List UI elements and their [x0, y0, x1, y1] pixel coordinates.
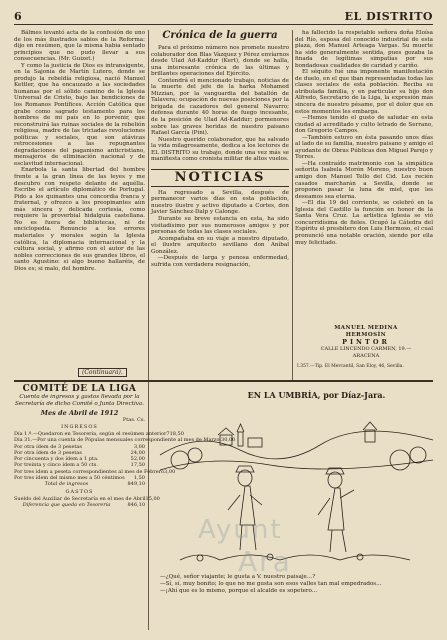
column-divider [148, 30, 149, 630]
liga-accounts [14, 384, 236, 508]
essay-paragraph: Enarbola la santa libertad del hombre frente a la gran línea de las leyes y me descubro con respeto delante de aquélla. Escribe el artículo diplomático de Portugal. Pido a los quinantes una concordia franca y fraternal, y ofrezco a los preopinantes aún más sincera y delicada cortesía, como requiere la proverbial hidalguía castellana. No es fuera de bibliotecas, ni de enciclopedia. Renuncio a los errores materiales y morales según la Iglesia católica, la diplomacia internacional y la cultura social, y afirmo con el autor de las nobles correcciones de sus grandes libros, el santo Agustino: si algo bueno hallaréis, de Dios es; si malo, del hombre. [14, 167, 145, 272]
library-watermark: Ara [238, 545, 292, 578]
ledger-row: Por cincuenta y dos ídem a 1 pta. 52,00 [14, 456, 145, 463]
ledger-total-row: Total de ingresos 849,10 [44, 481, 145, 488]
page-number: 6 [14, 10, 22, 23]
news-paragraph: ha fallecido la respetable señora doña Eloísa del Río, esposa del conocido industrial de esta plaza, don Manuel Arteaga Vargas. Su muerte ha sido generalmente sentida, pues gozaba la finada de legítimas simpatías por sus bondadosas cualidades de caridad y cariño. [295, 30, 433, 69]
continued-label: (Continuará). [78, 368, 127, 377]
ledger-row: Por tres ídem del mismo mes a 50 céntimos 1,50 [14, 475, 145, 482]
dialog-line: —Sí, sí, muy bonito; lo que no me gusta son esos valles tan mal empedrados... [160, 581, 382, 587]
column-left-essay [14, 30, 145, 368]
ledger-row: Día 31.—Por una cuenta de Pópulas mensuales correspondiente al mes de Marzo. 30,00 [14, 437, 236, 444]
library-watermark: Ayunt [198, 515, 283, 545]
noticias-title: NOTICIAS [151, 169, 289, 187]
noticia-paragraph: —Después de larga y penosa enfermedad, sufrida con verdadera resignación, [151, 255, 289, 268]
column-right [295, 30, 433, 320]
cartoon-dialog [160, 574, 433, 595]
noticia-paragraph: Durante su breve estancia en esta, ha sido visitadísimo por sus numerosos amigos y por personas de todas las clases sociales. [151, 216, 289, 236]
painter-advert [316, 325, 416, 360]
cartoon-caption: EN LA UMBRÍA, por Díaz-Jara. [247, 390, 386, 400]
ledger-row: Por otra ídem de 3 pesetas 3,00 [14, 443, 145, 450]
news-paragraph: —El día 19 del corriente, se celebró en la Iglesia del Castillo la función en honor de la Santa Vera Cruz. La artística Iglesia se vió concurridísima de fieles. Ocupó la Cátedra del Espíritu el presbítero don Luis Hermoso, el cual pronunció una notable oración, siendo por ella muy felicitado. [295, 200, 433, 246]
masthead: EL DISTRITO [344, 10, 433, 23]
advert-name: MANUEL MEDINA HERMOSÍN [334, 325, 398, 338]
column-divider [292, 30, 293, 380]
news-paragraph: —Ha contraído matrimonio con la simpática señorita Isabela Morón Moreno, nuestro buen amigo don Manuel Tello del Cid. Los recién casados marcharán a Sevilla, donde se proponen pasar la luna de miel, que les deseamos sea eterna. [295, 160, 433, 200]
essay-paragraph: Y como la justicia de Dios es intransigente, en la Sajonia de Martín Lutero, donde se produjo la rebeldía religiosa, nació Manuel Kettler, que ha encauzado a las sociedades humanas por el sólido camino de la Iglesia Universal de Cristo, bajo las bendiciones de los Romanos Pontífices. Acción Católica que grabe como sagrado testamento para los hombres de mi país en lo porvenir, que reconstruirá las ruinas sociales de la rebelión religiosa, madre de las triciadas revoluciones políticas y sociales, que son atávicas retrocesiones a las repugnantes degradaciones del paganismo anticristiano, mensajeros de eliminación nacional y de esclavitud internacional. [14, 62, 145, 167]
printer-imprint: I.357.—Tip. El Mercantil, San Eloy, 46, Sevilla. [297, 364, 404, 369]
cronica-title: Crónica de la guerra [162, 30, 278, 41]
income-heading: INGRESOS [61, 424, 98, 430]
dialog-line: —¡Ahí que es lo mismo, porque el alcalde es sopetero... [160, 588, 318, 594]
ledger-row: Por otra ídem de 3 pesetas 24,00 [14, 449, 145, 456]
news-paragraph: —Hemos tenido el gusto de saludar en esta ciudad al acreditado y culto letrado de Serrano, don Gregorio Campos. [295, 115, 433, 135]
ledger-row: Por tres ídem a peseta correspondientes al mes de Febrero 3,00 [14, 468, 176, 475]
liga-subtitle: Cuenta de ingresos y gastos llevada por la Secretaría de dicho Comité o Junta Directiva. [14, 394, 145, 407]
noticia-paragraph: Acompañaba en su viaje a nuestro diputado, el ilustre arquitecto sevillano don Aníbal González. [151, 235, 289, 255]
advert-role: PINTOR [342, 338, 390, 346]
page-header [14, 10, 433, 25]
cronica-paragraph: Contendrá el mencionado trabajo, noticias de la muerte del jefe de la harka Mohamed Mizzian, por la vanguardia del batallón de Talavera; ocupación de nuevas posiciones por la brigada de cazadores del general Navarro; defensa durante 40 horas de fuego incesante, de la posición de Ulad Ad-Kaddur; pormenores sobre las graves heridas de nuestro paisano Rafael García (Pini). [151, 77, 289, 137]
news-paragraph: El séquito fué una imponente manifestación de duelo, en el que iban representadas todas las clases sociales de esta población. Reciba su atribulada familia, y en particular su hijo don Alfredo, Secretario de la Liga, la expresión más sincera de nuestro pésame, por el dolor que en estos momentos les embarga. [295, 69, 433, 115]
expense-heading: GASTOS [65, 488, 94, 495]
ledger-row: Sueldo del Auxiliar de Secretaría en el mes de Abril 15,00 [14, 495, 160, 502]
section-divider [14, 380, 433, 382]
ledger-difference-row: Diferencia que queda en Tesorería 846,10 [22, 501, 145, 508]
advert-address: CALLE LINCENDO CARMEN, 19.—ARACENA [320, 346, 412, 359]
cronica-paragraph: Para el próximo número nos promete nuestro colaborador don Blas Vázquez y Pérez envíarnos desde Ulad Ad-Kaddur (Kert), donde se halla, una interesante crónica de las últimas y brillantes operaciones del Ejército. [151, 45, 289, 78]
dialog-line: —¿Qué, señor viajante; le gusta a V. nuestro paisaje...? [160, 574, 316, 580]
ledger-row: Por treinta y cinco ídem a 50 cts. 17,50 [14, 462, 145, 469]
liga-date: Mes de Abril de 1912 [40, 409, 119, 417]
cronica-paragraph: Nuestro querido colaborador, que ha salvado la vida milagrosamente, dedica a los lectores de EL DISTRITO su trabajo, donde una vez más se manifiesta como cronista militar de altos vuelos. [151, 136, 289, 163]
noticia-paragraph: Ha regresado a Sevilla, después de permanecer varios días en esta población, nuestro ilustre y activo diputado a Cortes, don Javier Sánchez-Dalp y Calonge. [151, 189, 289, 216]
column-middle [151, 30, 289, 380]
currency-header: Ptas. Cs. [122, 417, 145, 423]
essay-paragraph: Bálmes levantó acta de la confesión de uno de los más ilustrados sabios de la Reforma: dijo en resúmen, que la misma habia sentado principios que no pudo llevar a sus consecuencias. (Mr. Guizet.) [14, 30, 145, 63]
liga-title: COMITÉ DE LA LIGA [22, 384, 137, 394]
news-paragraph: —También estuvo en ésta pasando unos días al lado de su familia, nuestro paisano y amigo el ayudante de Obras Públicas don Miguel Parejo y Torres. [295, 134, 433, 161]
ledger-row: Día 1.º.—Quedaron en Tesorería, según el resúmen anterior 718,50 [14, 431, 184, 437]
